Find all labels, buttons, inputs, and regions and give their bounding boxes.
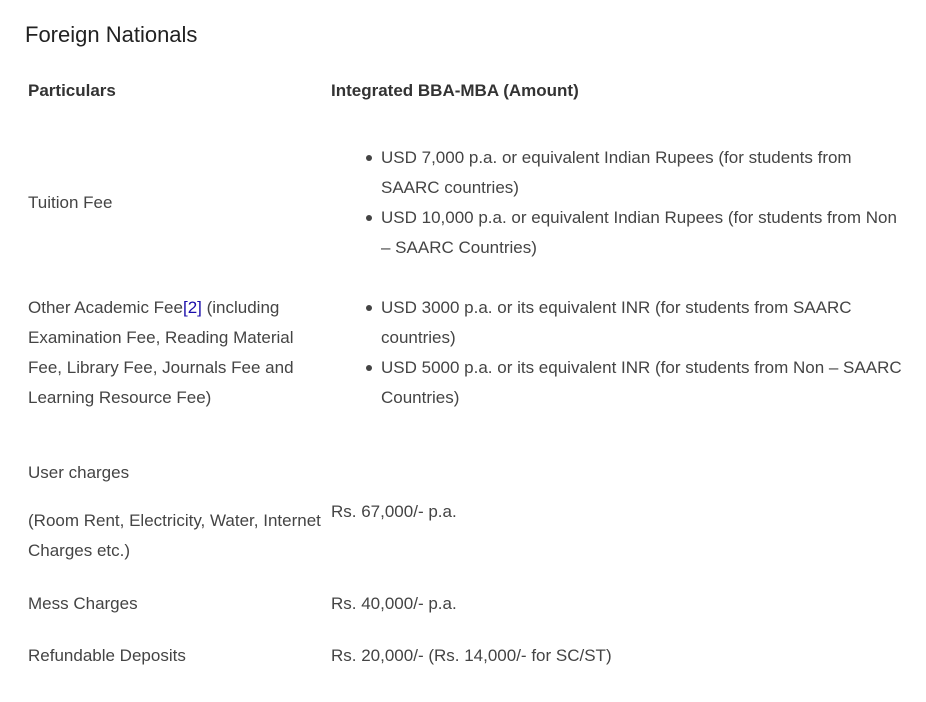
user-charges-label-cell <box>28 458 331 566</box>
user-charges-amount: Rs. 67,000/- p.a. <box>331 502 457 521</box>
tuition-list <box>331 143 918 263</box>
footnote-ref-link[interactable]: [2] <box>182 298 202 317</box>
tuition-label: Tuition Fee <box>28 193 113 212</box>
academic-item-non-saarc: USD 5000 p.a. or its equivalent INR (for students from Non – SAARC Countries) <box>381 353 918 413</box>
academic-amount-cell <box>331 293 918 413</box>
user-charges-label: User charges <box>28 463 130 482</box>
mess-label: Mess Charges <box>28 594 138 613</box>
table-row-academic <box>28 278 918 428</box>
academic-label-start: Other Academic Fee <box>28 298 183 317</box>
user-charges-sublabel: (Room Rent, Electricity, Water, Internet Charges etc.) <box>28 511 321 560</box>
page-title: Foreign Nationals <box>25 22 198 47</box>
mess-amount: Rs. 40,000/- p.a. <box>331 594 457 613</box>
tuition-amount-cell <box>331 143 918 263</box>
academic-item-saarc: USD 3000 p.a. or its equivalent INR (for students from SAARC countries) <box>381 293 918 353</box>
table-row-refundable <box>28 630 918 682</box>
refundable-label: Refundable Deposits <box>28 646 186 665</box>
academic-label <box>28 293 331 413</box>
table-row-user-charges <box>28 448 918 576</box>
header-particulars: Particulars <box>28 81 116 100</box>
table-header-row <box>28 76 918 106</box>
fee-table <box>28 76 918 682</box>
tuition-item-saarc: USD 7,000 p.a. or equivalent Indian Rupees (for students from SAARC countries) <box>381 143 918 203</box>
header-amount: Integrated BBA-MBA (Amount) <box>331 81 579 100</box>
academic-label-end: (including Examination Fee, Reading Material Fee, Library Fee, Journals Fee and Learning Resource Fee) <box>28 298 294 407</box>
academic-list <box>331 293 918 413</box>
table-row-mess <box>28 578 918 630</box>
tuition-item-non-saarc: USD 10,000 p.a. or equivalent Indian Rupees (for students from Non – SAARC Countries) <box>381 203 918 263</box>
table-row-tuition <box>28 128 918 278</box>
refundable-amount: Rs. 20,000/- (Rs. 14,000/- for SC/ST) <box>331 646 612 665</box>
